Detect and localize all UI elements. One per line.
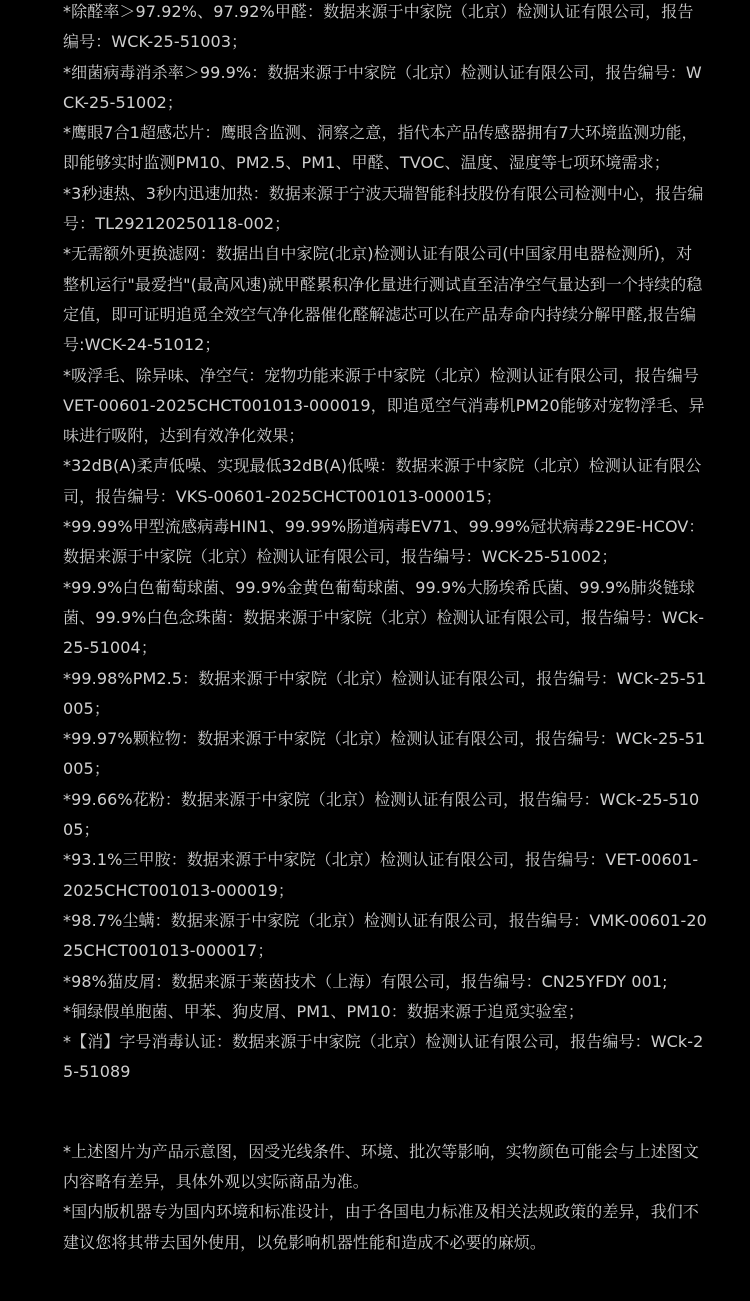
note-pet-function: *吸浮毛、除异味、净空气：宠物功能来源于中家院（北京）检测认证有限公司，报告编号VET-00601-2025CHCT001013-000019，即追觅空气消毒机PM20能够对宠物浮毛、异味进行吸附，达到有效净化效果；: [63, 365, 705, 446]
note-disinfection-certification: *【消】字号消毒认证：数据来源于中家院（北京）检测认证有限公司，报告编号：WCk-25-51089: [63, 1032, 704, 1082]
note-eagle-eye-sensor: *鹰眼7合1超感芯片：鹰眼含监测、洞察之意，指代本产品传感器拥有7大环境监测功能，即能够实时监测PM10、PM2.5、PM1、甲醛、TVOC、温度、湿度等七项环境需求；: [63, 123, 698, 173]
note-bacteria-removal: *99.9%白色葡萄球菌、99.9%金黄色葡萄球菌、99.9%大肠埃希氏菌、99.9%肺炎链球菌、99.9%白色念珠菌：数据来源于中家院（北京）检测认证有限公司，报告编号：WCk-25-51004；: [63, 577, 705, 658]
note-no-filter-replacement: *无需额外更换滤网：数据出自中家院(北京)检测认证有限公司(中国家用电器检测所)，对整机运行"最爱挡"(最高风速)就甲醛累积净化量进行测试直至洁净空气量达到一个持续的稳定值，即可证明追觅全效空气净化器催化醛解滤芯可以在产品寿命内持续分解甲醛,报告编号:WCK-24-51012；: [63, 244, 703, 355]
note-low-noise: *32dB(A)柔声低噪、实现最低32dB(A)低噪：数据来源于中家院（北京）检测认证有限公司，报告编号：VKS-00601-2025CHCT001013-000015；: [63, 456, 702, 506]
note-dreame-lab: *铜绿假单胞菌、甲苯、狗皮屑、PM1、PM10：数据来源于追觅实验室；: [63, 1001, 584, 1021]
disclaimer-domestic-version: *国内版机器专为国内环境和标准设计，由于各国电力标准及相关法规政策的差异，我们不建议您将其带去国外使用，以免影响机器性能和造成不必要的麻烦。: [63, 1202, 700, 1252]
test-report-notes: [63, 0, 708, 1088]
disclaimers: [63, 1137, 708, 1258]
note-pollen: *99.66%花粉：数据来源于中家院（北京）检测认证有限公司，报告编号：WCk-25-51005；: [63, 789, 700, 840]
note-trimethylamine: *93.1%三甲胺：数据来源于中家院（北京）检测认证有限公司，报告编号：VET-00601-2025CHCT001013-000019；: [63, 850, 699, 900]
note-particulates: *99.97%颗粒物：数据来源于中家院（北京）检测认证有限公司，报告编号：WCk-25-51005；: [63, 729, 706, 779]
note-pm25: *99.98%PM2.5：数据来源于中家院（北京）检测认证有限公司，报告编号：WCk-25-51005；: [63, 668, 707, 718]
note-fast-heating: *3秒速热、3秒内迅速加热：数据来源于宁波天瑞智能科技股份有限公司检测中心，报告编号：TL292120250118-002；: [63, 183, 704, 234]
note-virus-removal: *99.99%甲型流感病毒HIN1、99.99%肠道病毒EV71、99.99%冠状病毒229E-HCOV：数据来源于中家院（北京）检测认证有限公司，报告编号：WCK-25-51002；: [63, 517, 705, 567]
note-dust-mites: *98.7%尘螨：数据来源于中家院（北京）检测认证有限公司，报告编号：VMK-00601-2025CHCT001013-000017；: [63, 910, 707, 961]
note-bacteria-virus-kill-rate: *细菌病毒消杀率＞99.9%：数据来源于中家院（北京）检测认证有限公司，报告编号：WCK-25-51002；: [63, 62, 702, 112]
note-formaldehyde-removal: *除醛率＞97.92%、97.92%甲醛：数据来源于中家院（北京）检测认证有限公司，报告编号：WCK-25-51003；: [63, 2, 694, 52]
disclaimer-product-image: *上述图片为产品示意图，因受光线条件、环境、批次等影响，实物颜色可能会与上述图文内容略有差异，具体外观以实际商品为准。: [63, 1141, 700, 1191]
note-cat-dander: *98%猫皮屑：数据来源于莱茵技术（上海）有限公司，报告编号：CN25YFDY 001;: [63, 971, 668, 991]
